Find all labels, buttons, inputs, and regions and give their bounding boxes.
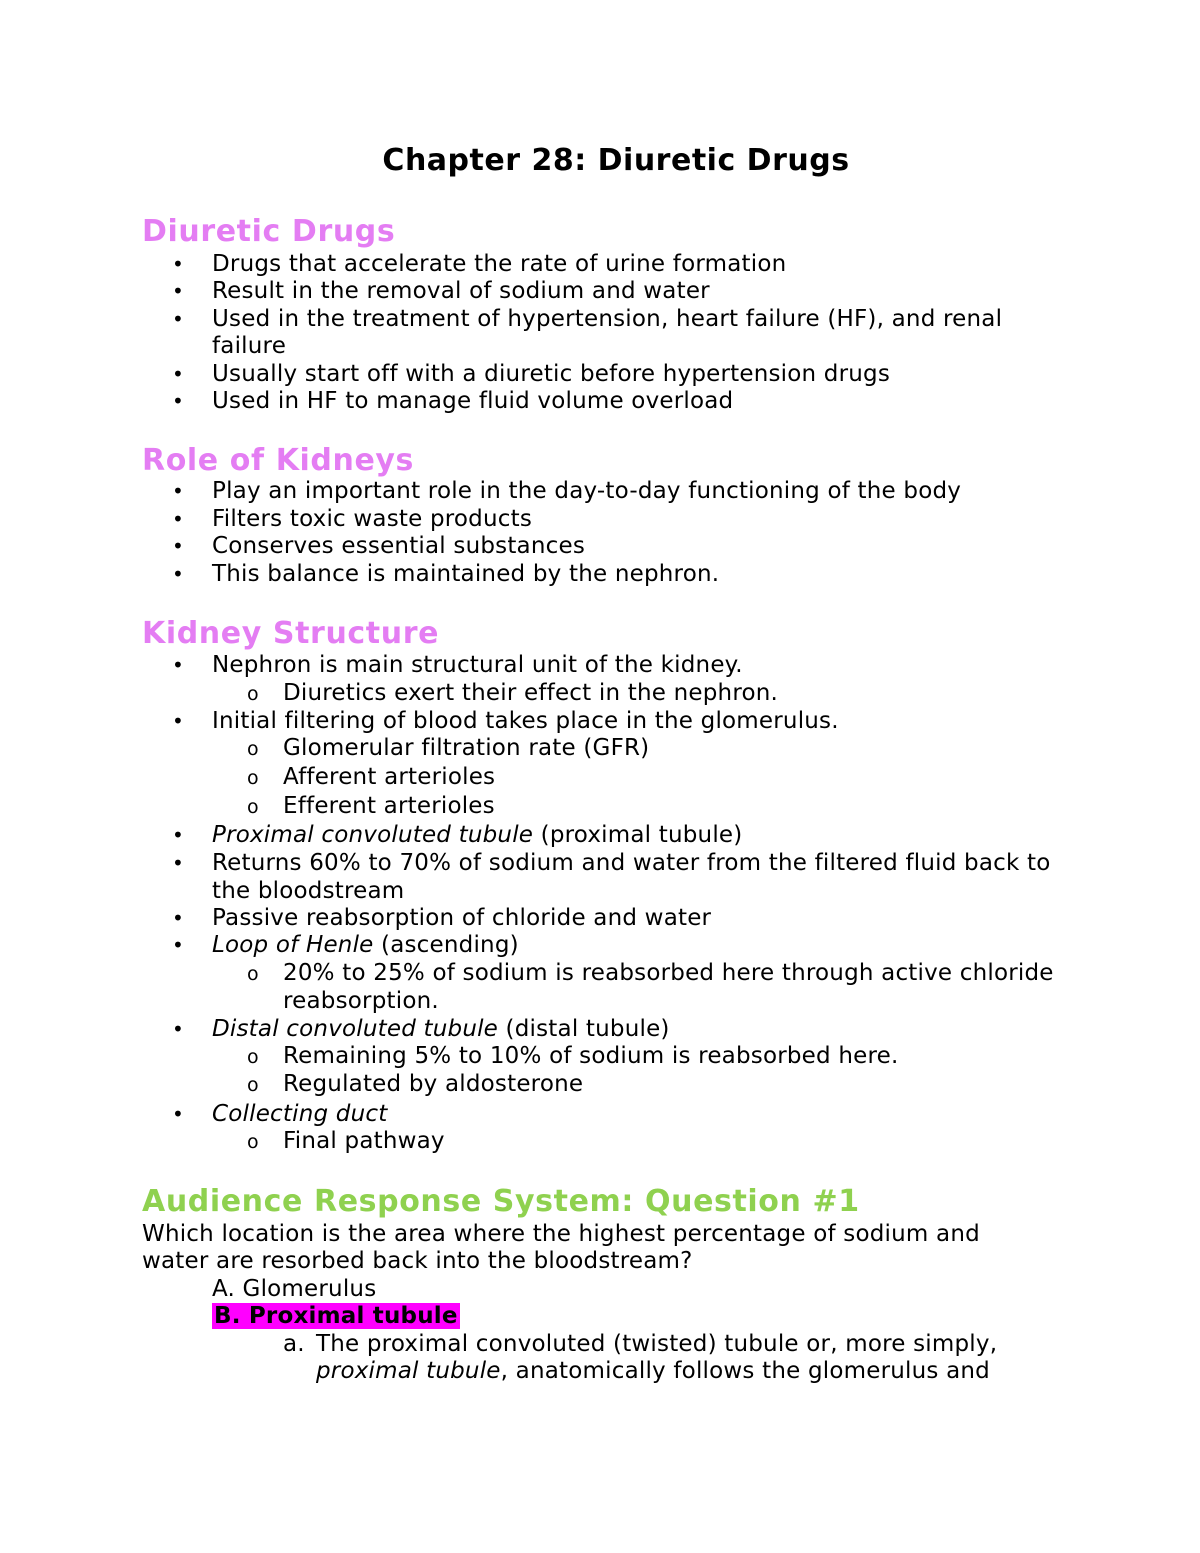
- term-note: , anatomically follows the glomerulus and: [500, 1358, 990, 1384]
- list-item: Nephron is main structural unit of the kidney.: [212, 652, 743, 678]
- bullet-icon: •: [172, 823, 184, 847]
- term-italic: Loop of Henle: [212, 932, 374, 958]
- explanation-marker: a.: [283, 1331, 305, 1357]
- explanation-text: The proximal convoluted (twisted) tubule or, more simply,: [316, 1331, 998, 1357]
- bullet-icon: •: [172, 653, 184, 677]
- sub-list-item: Final pathway: [283, 1128, 445, 1154]
- list-item: Drugs that accelerate the rate of urine formation: [212, 251, 787, 277]
- term-italic: Distal convoluted tubule: [212, 1016, 499, 1042]
- sub-bullet-icon: o: [247, 767, 259, 789]
- term-note: (distal tubule): [498, 1016, 670, 1042]
- list-item: Used in the treatment of hypertension, heart failure (HF), and renal: [212, 306, 1003, 332]
- term-italic: proximal tubule: [316, 1358, 501, 1384]
- section-heading-audience-response: Audience Response System: Question #1: [142, 1184, 860, 1219]
- sub-bullet-icon: o: [247, 1131, 259, 1153]
- bullet-icon: •: [172, 851, 184, 875]
- bullet-icon: •: [172, 1017, 184, 1041]
- list-item: [212, 821, 742, 849]
- bullet-icon: •: [172, 933, 184, 957]
- sub-list-item: 20% to 25% of sodium is reabsorbed here through active chloride: [283, 960, 1054, 986]
- sub-list-item: Remaining 5% to 10% of sodium is reabsorbed here.: [283, 1043, 899, 1069]
- term-note: (ascending): [373, 932, 519, 958]
- sub-bullet-icon: o: [247, 1046, 259, 1068]
- list-item: Usually start off with a diuretic before hypertension drugs: [212, 361, 891, 387]
- sub-list-item: Efferent arterioles: [283, 793, 495, 819]
- sub-list-item: Diuretics exert their effect in the nephron.: [283, 680, 779, 706]
- bullet-icon: •: [172, 1102, 184, 1126]
- list-item-continuation: failure: [212, 333, 287, 359]
- bullet-icon: •: [172, 389, 184, 413]
- answer-option-a: A. Glomerulus: [212, 1276, 377, 1302]
- sub-bullet-icon: o: [247, 1074, 259, 1096]
- list-item: Filters toxic waste products: [212, 506, 533, 532]
- list-item: Returns 60% to 70% of sodium and water from the filtered fluid back to: [212, 850, 1051, 876]
- list-item: [212, 1015, 670, 1043]
- page-title: Chapter 28: Diuretic Drugs: [382, 143, 850, 178]
- list-item: [212, 1100, 387, 1128]
- bullet-icon: •: [172, 562, 184, 586]
- bullet-icon: •: [172, 534, 184, 558]
- list-item: [212, 931, 519, 959]
- section-heading-diuretic-drugs: Diuretic Drugs: [142, 214, 396, 249]
- explanation-text-continuation: [316, 1357, 990, 1385]
- list-item: Result in the removal of sodium and water: [212, 278, 710, 304]
- sub-bullet-icon: o: [247, 738, 259, 760]
- list-item: This balance is maintained by the nephron.: [212, 561, 720, 587]
- sub-list-item-continuation: reabsorption.: [283, 988, 439, 1014]
- correct-answer-highlight: B. Proximal tubule: [214, 1303, 458, 1329]
- list-item: Used in HF to manage fluid volume overload: [212, 388, 734, 414]
- list-item: Play an important role in the day-to-day functioning of the body: [212, 478, 962, 504]
- bullet-icon: •: [172, 362, 184, 386]
- sub-list-item: Glomerular filtration rate (GFR): [283, 735, 650, 761]
- list-item-continuation: the bloodstream: [212, 878, 405, 904]
- question-text-continuation: water are resorbed back into the bloodstream?: [142, 1248, 693, 1274]
- list-item: Passive reabsorption of chloride and water: [212, 905, 712, 931]
- sub-bullet-icon: o: [247, 963, 259, 985]
- bullet-icon: •: [172, 709, 184, 733]
- list-item: Conserves essential substances: [212, 533, 586, 559]
- section-heading-role-of-kidneys: Role of Kidneys: [142, 443, 415, 478]
- bullet-icon: •: [172, 307, 184, 331]
- section-heading-kidney-structure: Kidney Structure: [142, 616, 440, 651]
- term-note: (proximal tubule): [533, 822, 743, 848]
- sub-list-item: Afferent arterioles: [283, 764, 496, 790]
- list-item: Initial filtering of blood takes place in the glomerulus.: [212, 708, 839, 734]
- question-text: Which location is the area where the highest percentage of sodium and: [142, 1221, 980, 1247]
- term-italic: Proximal convoluted tubule: [212, 822, 534, 848]
- bullet-icon: •: [172, 252, 184, 276]
- sub-bullet-icon: o: [247, 796, 259, 818]
- bullet-icon: •: [172, 507, 184, 531]
- bullet-icon: •: [172, 279, 184, 303]
- answer-option-b: [212, 1302, 460, 1330]
- term-italic: Collecting duct: [212, 1101, 388, 1127]
- bullet-icon: •: [172, 906, 184, 930]
- sub-bullet-icon: o: [247, 683, 259, 705]
- bullet-icon: •: [172, 479, 184, 503]
- sub-list-item: Regulated by aldosterone: [283, 1071, 584, 1097]
